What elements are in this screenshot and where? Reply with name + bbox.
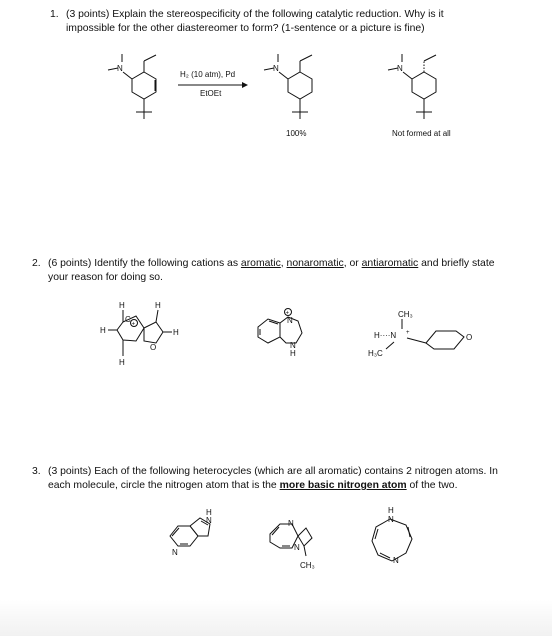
question-3-line1: (3 points) Each of the following heterocycles (which are all aromatic) contains 2 nitrogen atoms. In [48, 466, 498, 477]
charge-plus-label: + [406, 330, 410, 336]
separator-2: , or [343, 258, 362, 269]
atom-h-label: H [119, 358, 125, 367]
page-bottom-shade [0, 600, 552, 636]
reaction-arrow [178, 81, 248, 89]
term-more-basic-nitrogen: more basic nitrogen atom [279, 480, 407, 491]
atom-n-label: N [273, 64, 279, 73]
term-antiaromatic: antiaromatic [361, 258, 419, 269]
atom-h-label: H [100, 326, 106, 335]
heterocycle-b-structure [260, 512, 330, 577]
atom-n-label: N [397, 64, 403, 73]
other-diastereomer-structure [380, 50, 460, 120]
atom-n-label: N [117, 64, 123, 73]
charge-plus-label: + [285, 310, 290, 317]
atom-h-label: H [388, 506, 394, 515]
charge-plus-label: + [131, 321, 136, 328]
atom-c-label: C [125, 315, 131, 324]
methyl-label: CH₃ [398, 310, 413, 319]
question-2-line1 [48, 257, 495, 271]
atom-o-label: O [466, 333, 473, 342]
product-structure [256, 50, 336, 120]
methyl-label: CH₃ [300, 561, 315, 570]
atom-h-label: H [173, 328, 179, 337]
yield-label: 100% [286, 129, 307, 138]
atom-n-label: N [172, 548, 178, 557]
question-3-outro: of the two. [406, 480, 458, 491]
heterocycle-a-structure [160, 508, 230, 568]
question-3-intro: each molecule, circle the nitrogen atom that is the [48, 480, 280, 491]
atom-n-label: N [290, 341, 296, 350]
question-2-line2: your reason for doing so. [48, 272, 163, 283]
term-aromatic: aromatic [240, 258, 281, 269]
cation-a-structure [96, 298, 186, 373]
atom-n-label: N [288, 519, 294, 528]
question-3-line2 [48, 479, 457, 493]
heterocycle-c-structure [352, 505, 422, 570]
h-n-plus-label: H····N [374, 331, 397, 340]
question-3-number: 3. [32, 466, 41, 477]
atom-h-label: H [155, 301, 161, 310]
question-3 [32, 465, 542, 495]
atom-h-label: H [206, 508, 212, 517]
atom-n-label: N [206, 516, 212, 525]
question-2-number: 2. [32, 258, 41, 269]
question-1-line2: impossible for the other diastereomer to form? (1-sentence or a picture is fine) [66, 23, 425, 34]
methyl-label: H₃C [368, 349, 383, 358]
question-1-number: 1. [50, 9, 59, 20]
atom-h-label: H [290, 349, 296, 358]
starting-material-structure [100, 50, 180, 120]
atom-n-label: N [388, 515, 394, 524]
separator-1: , [280, 258, 287, 269]
reagent-conditions-top: H₂ (10 atm), Pd [180, 70, 236, 79]
question-2-outro: and briefly state [418, 258, 495, 269]
atom-n-label: N [294, 543, 300, 552]
atom-o-label: O [150, 343, 157, 352]
atom-n-label: N [393, 556, 399, 565]
question-2-intro: (6 points) Identify the following cations as [48, 258, 241, 269]
question-1 [50, 8, 530, 38]
question-2 [32, 257, 532, 287]
not-formed-label: Not formed at all [392, 129, 451, 138]
reagent-conditions-bottom: EtOEt [200, 89, 222, 98]
cation-b-structure [250, 305, 320, 365]
atom-n-label: N [287, 316, 293, 325]
question-1-line1: (3 points) Explain the stereospecificity of the following catalytic reduction. Why is it [66, 9, 444, 20]
term-nonaromatic: nonaromatic [286, 258, 344, 269]
atom-h-label: H [119, 301, 125, 310]
cation-c-structure [360, 305, 480, 370]
